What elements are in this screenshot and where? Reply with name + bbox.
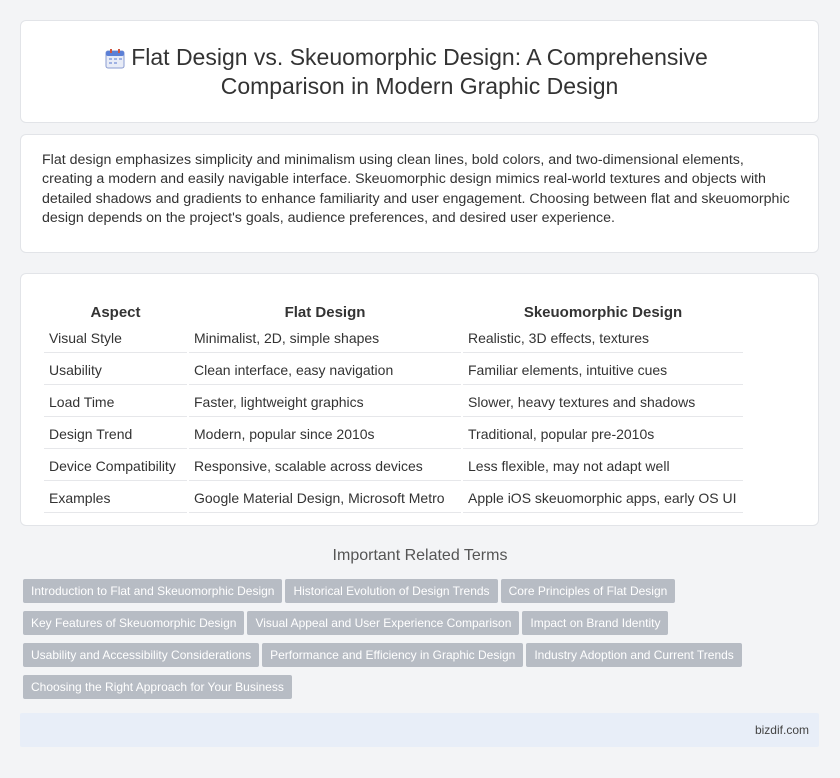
table-cell: Clean interface, easy navigation xyxy=(189,355,461,385)
table-row xyxy=(44,483,743,513)
table-cell: Modern, popular since 2010s xyxy=(189,419,461,449)
header-skeuomorphic: Skeuomorphic Design xyxy=(523,304,683,321)
related-term-link[interactable]: Introduction to Flat and Skeuomorphic Design xyxy=(23,579,282,603)
table-cell: Design Trend xyxy=(44,419,187,449)
related-terms-heading: Important Related Terms xyxy=(332,547,508,564)
table-cell: Apple iOS skeuomorphic apps, early OS UI xyxy=(463,483,743,513)
table-cell: Visual Style xyxy=(44,323,187,353)
related-term-link[interactable]: Impact on Brand Identity xyxy=(522,611,668,635)
table-cell: Traditional, popular pre-2010s xyxy=(463,419,743,449)
table-cell: Less flexible, may not adapt well xyxy=(463,451,743,481)
header-aspect: Aspect xyxy=(90,304,141,321)
table-row xyxy=(44,387,743,417)
table-row xyxy=(44,451,743,481)
table-cell: Examples xyxy=(44,483,187,513)
related-term-link[interactable]: Usability and Accessibility Considerations xyxy=(23,643,259,667)
intro-card xyxy=(20,134,819,253)
related-term-link[interactable]: Historical Evolution of Design Trends xyxy=(285,579,497,603)
footer-bar xyxy=(20,713,819,747)
table-header-row xyxy=(44,297,743,321)
table-cell: Responsive, scalable across devices xyxy=(189,451,461,481)
page-title-line1: Flat Design vs. Skeuomorphic Design: A Comprehensive xyxy=(131,44,708,70)
site-name-link[interactable]: bizdif.com xyxy=(754,723,809,737)
table-cell: Minimalist, 2D, simple shapes xyxy=(189,323,461,353)
table-cell: Realistic, 3D effects, textures xyxy=(463,323,743,353)
table-row xyxy=(44,419,743,449)
comparison-card xyxy=(20,273,819,526)
table-cell: Device Compatibility xyxy=(44,451,187,481)
related-term-link[interactable]: Industry Adoption and Current Trends xyxy=(526,643,741,667)
table-row xyxy=(44,355,743,385)
table-row xyxy=(44,323,743,353)
related-term-link[interactable]: Key Features of Skeuomorphic Design xyxy=(23,611,244,635)
table-cell: Google Material Design, Microsoft Metro xyxy=(189,483,461,513)
table-cell: Load Time xyxy=(44,387,187,417)
table-cell: Usability xyxy=(44,355,187,385)
related-term-link[interactable]: Visual Appeal and User Experience Comparison xyxy=(247,611,519,635)
related-term-link[interactable]: Performance and Efficiency in Graphic Design xyxy=(262,643,523,667)
page-title xyxy=(21,43,818,101)
comparison-table xyxy=(42,295,745,515)
table-cell: Familiar elements, intuitive cues xyxy=(463,355,743,385)
title-card xyxy=(20,20,819,123)
table-cell: Slower, heavy textures and shadows xyxy=(463,387,743,417)
header-flat: Flat Design xyxy=(284,304,366,321)
related-terms-list xyxy=(23,579,783,707)
table-cell: Faster, lightweight graphics xyxy=(189,387,461,417)
intro-paragraph: Flat design emphasizes simplicity and minimalism using clean lines, bold colors, and two-dimensional elements, creating a modern and easily navigable interface. Skeuomorphic design mimics real-world textures and objects with detailed shadows and gradients to enhance familiarity and user engagement. Choosing between flat and skeuomorphic design depends on the project's goals, audience preferences, and desired user experience. xyxy=(42,152,790,227)
related-term-link[interactable]: Core Principles of Flat Design xyxy=(501,579,676,603)
related-term-link[interactable]: Choosing the Right Approach for Your Business xyxy=(23,675,292,699)
page-title-line2: Comparison in Modern Graphic Design xyxy=(220,73,619,99)
